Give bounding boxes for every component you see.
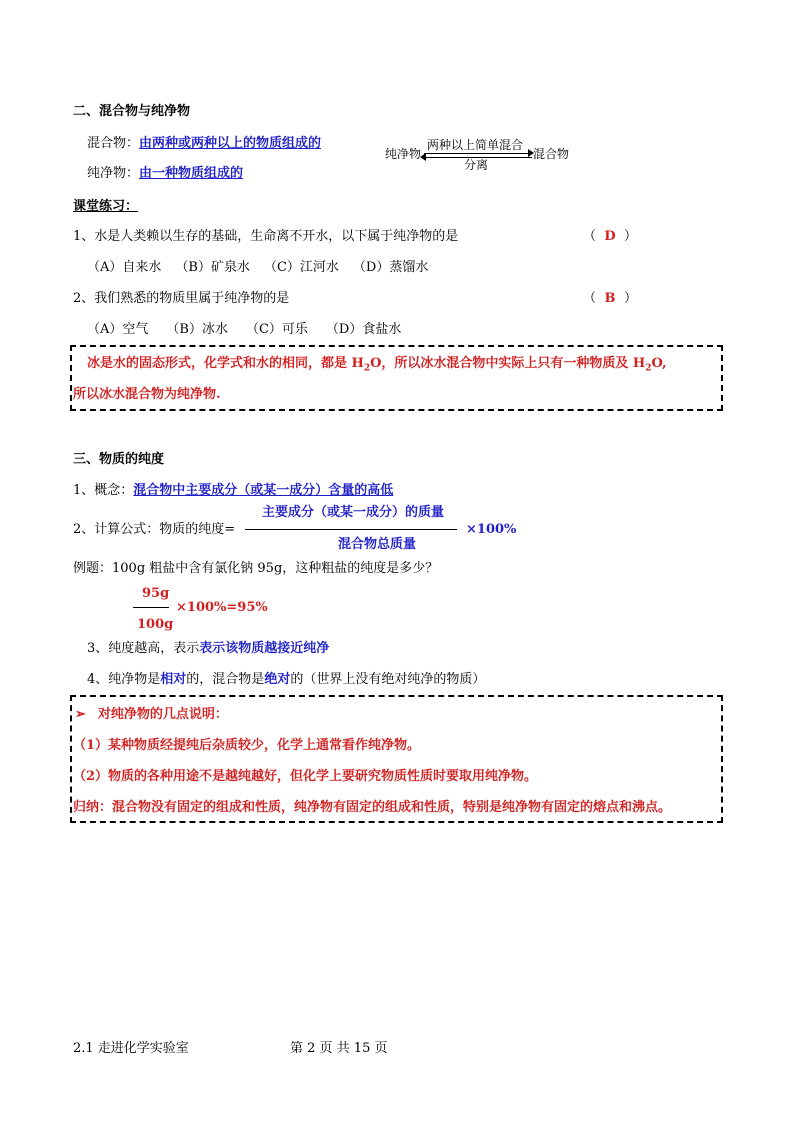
point-4-text-c: 的，混合物是 (186, 672, 265, 687)
section-heading-mixture-pure: 二、混合物与纯净物 (73, 104, 191, 119)
formula-numerator: 主要成分（或某一成分）的质量 (262, 505, 445, 520)
concept-label: 1、概念： (73, 483, 134, 498)
bullet-arrow-icon: ➢ (75, 707, 86, 722)
purity-note-item-2: （2）物质的各种用途不是越纯越好，但化学上要研究物质性质时要取用纯净物。 (73, 769, 538, 784)
point-3-definition: 表示该物质越接近纯净 (199, 641, 330, 656)
paren-close: ） (624, 291, 638, 306)
option-b: （B）矿泉水 (175, 260, 250, 275)
example-result: ×100%=95% (176, 600, 268, 615)
purity-note-summary: 归纳：混合物没有固定的组成和性质，纯净物有固定的组成和性质，特别是纯净物有固定的熔点和沸点。 (73, 800, 672, 815)
pure-label: 纯净物： (87, 166, 140, 181)
question-2-text: 2、我们熟悉的物质里属于纯净物的是 (73, 291, 290, 306)
note-text-c: O, (651, 356, 667, 371)
formula-denominator: 混合物总质量 (338, 537, 417, 552)
practice-heading: 课堂练习： (73, 199, 139, 214)
option-c: （C）可乐 (245, 322, 308, 337)
question-2-options (87, 322, 401, 338)
mixture-definition: 由两种或两种以上的物质组成的 (139, 136, 322, 151)
paren-open: （ (583, 229, 597, 244)
question-1-options (87, 260, 428, 276)
point-4-row (87, 672, 485, 688)
point-4-absolute: 绝对 (264, 672, 291, 687)
option-a: （A）空气 (87, 322, 149, 337)
purity-notes-title: 对纯净物的几点说明： (97, 707, 228, 722)
concept-definition: 混合物中主要成分（或某一成分）含量的高低 (133, 483, 394, 498)
pure-definition-row (87, 166, 243, 182)
example-question: 例题：100g 粗盐中含有氯化钠 95g，这种粗盐的纯度是多少？ (73, 561, 439, 576)
purity-notes-title-row (75, 707, 228, 723)
formula-fraction-line (245, 529, 457, 530)
point-3-label: 3、纯度越高，表示 (87, 641, 200, 656)
paren-close: ） (624, 229, 638, 244)
point-4-text-a: 4、纯净物是 (87, 672, 161, 687)
ice-water-note-line-2: 所以冰水混合物为纯净物. (73, 387, 221, 402)
section-heading-purity: 三、物质的纯度 (73, 452, 165, 467)
option-d: （D）蒸馏水 (352, 260, 429, 275)
example-denominator: 100g (137, 617, 174, 632)
subscript-2: 2 (363, 363, 371, 374)
point-3-row (87, 641, 329, 657)
diagram-top-label: 两种以上简单混合 (427, 138, 524, 152)
formula-label: 2、计算公式：物质的纯度= (73, 522, 236, 537)
footer-chapter: 2.1 走进化学实验室 (73, 1041, 189, 1056)
paren-open: （ (583, 291, 597, 306)
question-1-answer-paren (583, 229, 637, 245)
option-b: （B）冰水 (166, 322, 228, 337)
example-fraction-line (133, 607, 169, 608)
mixture-label: 混合物： (87, 136, 140, 151)
question-2-answer-paren (583, 291, 637, 307)
diagram-arrow-left-icon (420, 153, 426, 161)
diagram-left-label: 纯净物 (385, 147, 422, 161)
mixture-definition-row (87, 136, 321, 152)
subscript-2: 2 (645, 363, 652, 374)
question-1-answer: D (604, 229, 616, 244)
option-a: （A）自来水 (87, 260, 162, 275)
note-text-b: O，所以冰水混合物中实际上只有一种物质及 H (370, 356, 646, 371)
question-1-text: 1、水是人类赖以生存的基础，生命离不开水，以下属于纯净物的是 (73, 229, 459, 244)
formula-multiplier: ×100% (466, 522, 517, 537)
point-4-relative: 相对 (160, 672, 187, 687)
note-text-a: 冰是水的固态形式，化学式和水的相同，都是 H (87, 356, 364, 371)
concept-row (73, 483, 393, 499)
option-d: （D）食盐水 (325, 322, 402, 337)
purity-note-item-1: （1）某种物质经提纯后杂质较少，化学上通常看作纯净物。 (73, 738, 421, 753)
diagram-bottom-label: 分离 (464, 158, 489, 172)
point-4-text-e: 的（世界上没有绝对纯净的物质） (290, 672, 486, 687)
diagram-right-label: 混合物 (533, 147, 570, 161)
example-numerator: 95g (142, 586, 170, 601)
option-c: （C）江河水 (263, 260, 339, 275)
pure-definition: 由一种物质组成的 (139, 166, 244, 181)
ice-water-note-line-1 (87, 356, 667, 377)
footer-page-number: 第 2 页 共 15 页 (290, 1041, 388, 1056)
question-2-answer: B (604, 291, 616, 306)
diagram-arrow-line-top (424, 153, 532, 154)
